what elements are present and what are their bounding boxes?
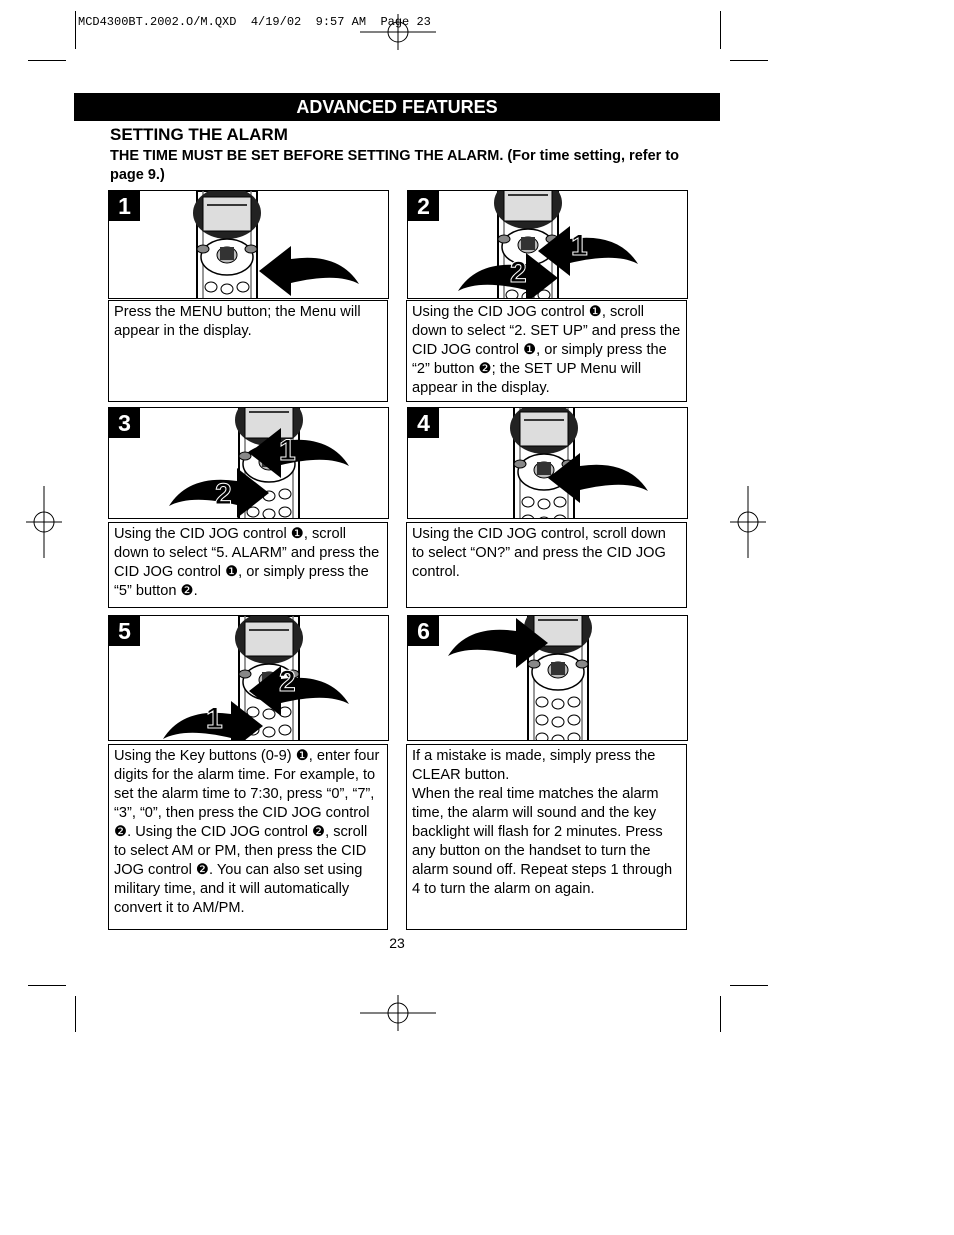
section-title: SETTING THE ALARM	[110, 125, 288, 144]
page-number: 23	[389, 935, 405, 951]
callout-1: 1	[279, 434, 296, 467]
step-number-badge: 4	[408, 408, 439, 438]
print-slug: MCD4300BT.2002.O/M.QXD 4/19/02 9:57 AM Page 23	[78, 15, 431, 29]
step-4-text: Using the CID JOG control, scroll down to select “ON?” and press the CID JOG control.	[406, 522, 687, 608]
phone-illustration	[109, 191, 388, 298]
crop-mark	[720, 11, 721, 49]
step-number-badge: 2	[408, 191, 439, 221]
crop-mark	[730, 985, 768, 986]
step-number-badge: 5	[109, 616, 140, 646]
registration-target-left	[26, 486, 62, 558]
step-5-illustration	[108, 615, 389, 741]
header-title: ADVANCED FEATURES	[296, 97, 498, 117]
step-1-text: Press the MENU button; the Menu will appear in the display.	[108, 300, 388, 402]
crop-mark	[75, 996, 76, 1032]
phone-illustration	[109, 408, 388, 518]
crop-mark	[28, 60, 66, 61]
crop-mark	[75, 11, 76, 49]
callout-2: 2	[510, 256, 527, 289]
crop-mark	[28, 985, 66, 986]
section-header-bar	[74, 93, 720, 121]
step-5-text: Using the Key buttons (0-9) ❶, enter four digits for the alarm time. For example, to set the alarm time to 7:30, press “0”, “7”, “3”, “0”, then press the CID JOG control ❷. Using the CID JOG control ❷, scroll to select AM or PM, then press the CID JOG control ❷. You can also set using military time, and it will automatically convert it to AM/PM.	[108, 744, 388, 930]
step-number-badge: 1	[109, 191, 140, 221]
callout-1: 1	[571, 229, 588, 262]
callout-2: 2	[215, 478, 232, 511]
step-number-badge: 3	[109, 408, 140, 438]
phone-illustration	[408, 616, 687, 740]
phone-illustration	[408, 191, 687, 298]
crop-mark	[720, 996, 721, 1032]
callout-1: 1	[206, 702, 223, 735]
crop-mark	[730, 60, 768, 61]
step-3-illustration	[108, 407, 389, 519]
registration-target-bottom	[360, 995, 436, 1031]
step-3-text: Using the CID JOG control ❶, scroll down to select “5. ALARM” and press the CID JOG control ❶, or simply press the “5” button ❷.	[108, 522, 388, 608]
prerequisite-note: THE TIME MUST BE SET BEFORE SETTING THE ALARM. (For time setting, refer to page 9.)	[110, 148, 680, 183]
step-2-text: Using the CID JOG control ❶, scroll down to select “2. SET UP” and press the CID JOG control ❶, or simply press the “2” button ❷; the SET UP Menu will appear in the display.	[406, 300, 687, 402]
step-2-illustration	[407, 190, 688, 299]
registration-target-right	[730, 486, 766, 558]
phone-illustration	[109, 616, 388, 740]
step-4-illustration	[407, 407, 688, 519]
callout-2: 2	[279, 665, 296, 698]
step-6-text: If a mistake is made, simply press the CLEAR button. When the real time matches the alarm time, the alarm will sound and the key backlight will flash for 2 minutes. Press any button on the handset to turn the alarm sound off. Repeat steps 1 through 4 to turn the alarm on again.	[406, 744, 687, 930]
step-number-badge: 6	[408, 616, 439, 646]
phone-illustration	[408, 408, 687, 518]
step-1-illustration	[108, 190, 389, 299]
step-6-illustration	[407, 615, 688, 741]
